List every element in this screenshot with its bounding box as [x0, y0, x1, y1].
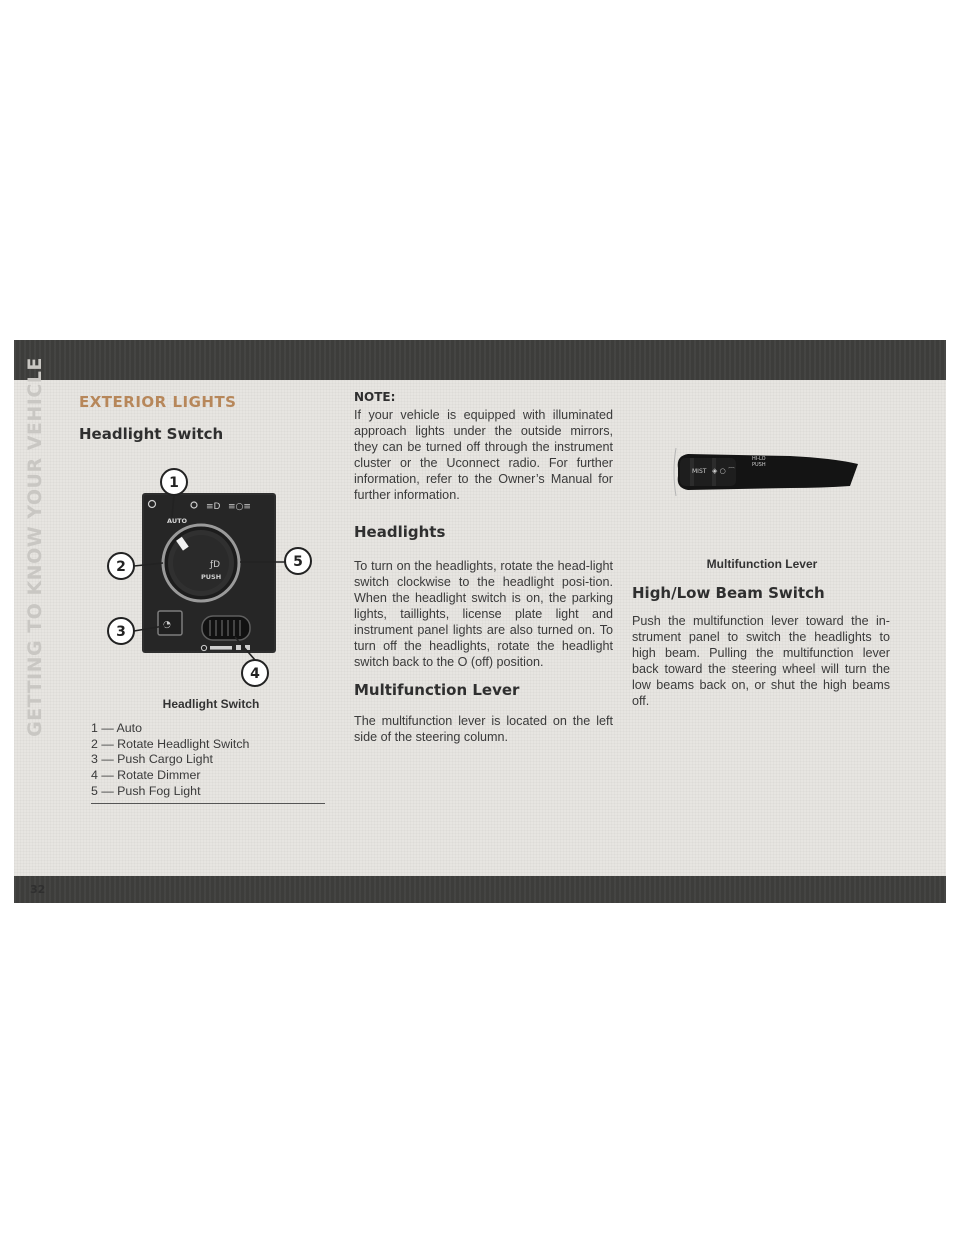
svg-text:≡○≡: ≡○≡: [228, 502, 251, 512]
headlight-switch-image: [100, 465, 322, 690]
svg-text:◔: ◔: [163, 620, 171, 630]
legend-item: 2 — Rotate Headlight Switch: [91, 736, 250, 751]
callout-3: 3: [116, 624, 126, 640]
high-low-beam-text: Push the multifunction lever toward the in-strument panel to switch the headlights to high beam. Pulling the multifunction lever back toward the steering wheel will turn the low beams back on, or shut the high beams off.: [632, 614, 890, 708]
page-number: 32: [30, 883, 46, 896]
multifunction-lever-heading: Multifunction Lever: [354, 681, 520, 699]
headlight-switch-heading: Headlight Switch: [79, 425, 224, 443]
push-label: PUSH: [201, 573, 222, 581]
callout-5: 5: [293, 554, 303, 570]
top-band: [14, 340, 946, 380]
svg-text:ƒD: ƒD: [210, 560, 221, 570]
bottom-band: [14, 876, 946, 903]
multifunction-lever-figure: [672, 436, 872, 516]
svg-text:≡D: ≡D: [206, 502, 221, 512]
section-title: EXTERIOR LIGHTS: [79, 393, 237, 411]
headlights-text: To turn on the headlights, rotate the head-light switch clockwise to the headlight posi-tion. When the headlight switch is on, the parking lights, taillights, license plate light and instrument panel lights are also turned on. To turn off the headlights, rotate the headlight switch back to the O (off) position.: [354, 559, 613, 669]
callout-4: 4: [250, 666, 260, 682]
headlight-switch-caption: Headlight Switch: [162, 697, 260, 711]
multifunction-lever-caption: Multifunction Lever: [706, 557, 818, 571]
callout-2: 2: [116, 559, 126, 575]
svg-text:MIST: MIST: [692, 468, 707, 475]
legend-list: [91, 721, 325, 804]
multifunction-lever-image: [672, 436, 872, 516]
note-label: NOTE:: [354, 390, 396, 404]
svg-text:◈ ○ ⌒: ◈ ○ ⌒: [712, 467, 735, 475]
legend-item: 4 — Rotate Dimmer: [91, 768, 201, 783]
svg-text:HI-LO: HI-LO: [752, 456, 766, 462]
high-low-beam-heading: High/Low Beam Switch: [632, 584, 825, 602]
headlights-heading: Headlights: [354, 523, 446, 541]
legend-item: 1 — Auto: [91, 721, 142, 735]
callout-1: 1: [169, 475, 179, 491]
svg-text:PUSH: PUSH: [752, 462, 766, 468]
side-chapter-title: GETTING TO KNOW YOUR VEHICLE: [24, 357, 46, 737]
headlight-switch-figure: [100, 465, 322, 690]
note-text: If your vehicle is equipped with illuminated approach lights under the outside mirrors, they can be turned off through the instrument cluster or the Uconnect radio. For further information, refer to the Owner’s Manual for further information.: [354, 408, 613, 502]
legend-item: 5 — Push Fog Light: [91, 783, 201, 798]
legend-item: 3 — Push Cargo Light: [91, 752, 213, 767]
auto-label: AUTO: [167, 517, 188, 525]
multifunction-lever-text: The multifunction lever is located on the left side of the steering column.: [354, 714, 613, 744]
